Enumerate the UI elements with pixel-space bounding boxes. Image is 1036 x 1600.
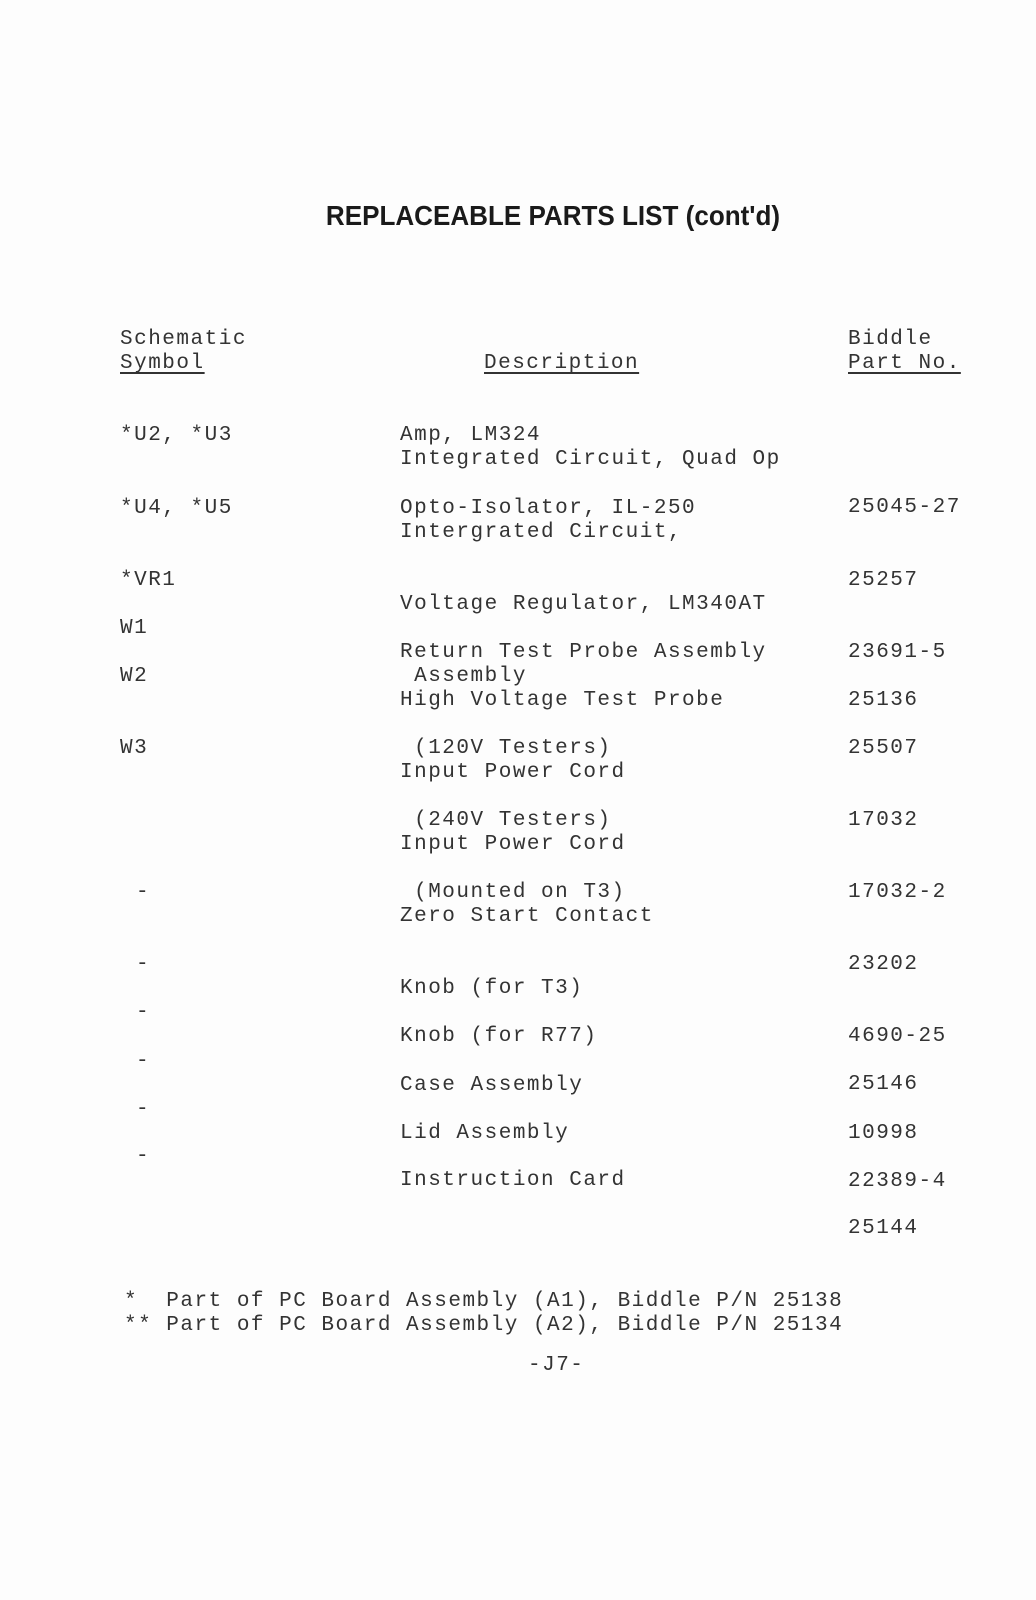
row-part-number: 23202: [848, 953, 919, 976]
row-symbol: -: [136, 1098, 151, 1121]
row-description-line1: Zero Start Contact: [400, 905, 654, 928]
row-symbol: -: [136, 1145, 151, 1168]
row-part-number: 23691-5: [848, 641, 947, 664]
row-part-number: 25507: [848, 737, 919, 760]
row-description-line1: Instruction Card: [400, 1169, 626, 1192]
row-part-number: 25144: [848, 1217, 919, 1240]
row-description-line2: (240V Testers): [400, 809, 612, 832]
row-description-line1: Case Assembly: [400, 1074, 584, 1097]
row-symbol: W3: [120, 737, 149, 760]
row-part-number: 25146: [848, 1073, 919, 1096]
header-symbol-line1: Schematic: [120, 328, 247, 351]
row-description-line1: Knob (for T3): [400, 977, 584, 1000]
row-description-line1: Return Test Probe Assembly: [400, 641, 767, 664]
footnote: * Part of PC Board Assembly (A1), Biddle P/N 25138: [124, 1290, 844, 1313]
row-part-number: 10998: [848, 1122, 919, 1145]
row-part-number: 25257: [848, 569, 919, 592]
row-part-number: 4690-25: [848, 1025, 947, 1048]
row-description-line1: Input Power Cord: [400, 833, 626, 856]
row-symbol: -: [136, 1001, 151, 1024]
row-description-line2: Amp, LM324: [400, 424, 542, 447]
page-number: -J7-: [528, 1354, 585, 1377]
row-symbol: -: [136, 1050, 151, 1073]
row-description-line1: Lid Assembly: [400, 1122, 570, 1145]
header-symbol-line2: Symbol: [120, 352, 205, 375]
row-description-line2: (Mounted on T3): [400, 881, 626, 904]
row-description-line1: High Voltage Test Probe: [400, 689, 725, 712]
page-title: REPLACEABLE PARTS LIST (cont'd): [325, 200, 781, 231]
row-description-line2: Opto-Isolator, IL-250: [400, 497, 697, 520]
row-symbol: W2: [120, 665, 149, 688]
header-part-line2: Part No.: [848, 352, 961, 375]
row-symbol: -: [136, 881, 151, 904]
footnote: ** Part of PC Board Assembly (A2), Biddle P/N 25134: [124, 1314, 844, 1337]
row-part-number: 25136: [848, 689, 919, 712]
row-description-line2: (120V Testers): [400, 737, 612, 760]
row-description-line1: Voltage Regulator, LM340AT: [400, 593, 767, 616]
row-symbol: W1: [120, 617, 149, 640]
header-part-line1: Biddle: [848, 328, 933, 351]
row-part-number: 17032: [848, 809, 919, 832]
row-part-number: 17032-2: [848, 881, 947, 904]
row-symbol: *VR1: [120, 569, 177, 592]
row-description-line1: Input Power Cord: [400, 761, 626, 784]
row-description-line1: Intergrated Circuit,: [400, 521, 683, 544]
row-description-line1: Knob (for R77): [400, 1025, 598, 1048]
row-symbol: *U4, *U5: [120, 497, 233, 520]
row-part-number: 22389-4: [848, 1170, 947, 1193]
row-symbol: *U2, *U3: [120, 424, 233, 447]
row-description-line2: Assembly: [400, 665, 527, 688]
row-description-line1: Integrated Circuit, Quad Op: [400, 448, 781, 471]
row-part-number: 25045-27: [848, 496, 961, 519]
table-row: [0, 1121, 1036, 1265]
header-description: Description: [484, 352, 640, 375]
row-symbol: -: [136, 953, 151, 976]
